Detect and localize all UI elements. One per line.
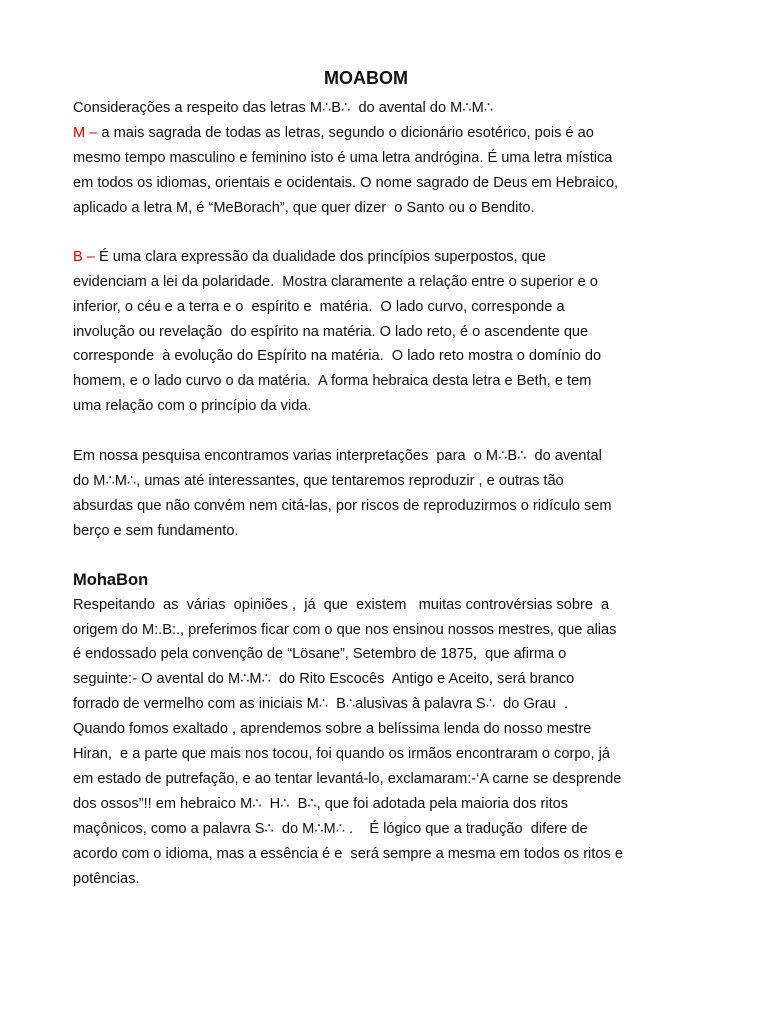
paragraph-4-line-2: origem do M:.B:., preferimos ficar com o que nos ensinou nossos mestres, que alias xyxy=(73,622,617,638)
paragraph-4-line-3: é endossado pela convenção de “Lösane”, Setembro de 1875, que afirma o xyxy=(73,646,567,662)
paragraph-4-line-7: Hiran, e a parte que mais nos tocou, foi quando os irmãos encontraram o corpo, já xyxy=(73,746,611,762)
section-m-line-1 xyxy=(73,123,703,143)
paragraph-3-line-4: berço e sem fundamento. xyxy=(73,523,239,539)
section-m-line-4: aplicado a letra M, é “MeBorach”, que quer dizer o Santo ou o Bendito. xyxy=(73,200,535,216)
section-m-dash: – xyxy=(85,125,102,141)
paragraph-4-line-1: Respeitando as várias opiniões , já que existem muitas controvérsias sobre a xyxy=(73,597,610,613)
page-title: MOABOM xyxy=(324,68,408,88)
paragraph-4-line-9: dos ossos”!! em hebraico M∴ H∴ B∴, que foi adotada pela maioria dos ritos xyxy=(73,796,569,812)
section-b-line-5: corresponde à evolução do Espírito na matéria. O lado reto mostra o domínio do xyxy=(73,348,602,364)
section-m-letter: M xyxy=(73,125,86,141)
section-b-line-1 xyxy=(73,247,703,267)
paragraph-3-line-1: Em nossa pesquisa encontramos varias interpretações para o M∴B∴ do avental xyxy=(73,448,602,464)
section-b-dash: – xyxy=(82,249,99,265)
section-b-line-4: involução ou revelação do espírito na matéria. O lado reto, é o ascendente que xyxy=(73,324,589,340)
paragraph-4-line-10: maçônicos, como a palavra S∴ do M∴M∴ . É lógico que a tradução difere de xyxy=(73,821,588,837)
paragraph-4-line-6: Quando fomos exaltado , aprendemos sobre a belíssima lenda do nosso mestre xyxy=(73,721,592,737)
section-b-text: É uma clara expressão da dualidade dos princípios superpostos, que xyxy=(98,249,546,265)
section-m-line-2: mesmo tempo masculino e feminino isto é uma letra andrógina. É uma letra mística xyxy=(73,150,613,166)
paragraph-4-line-11: acordo com o idioma, mas a essência é e será sempre a mesma em todos os ritos e xyxy=(73,846,623,862)
section-b-line-6: homem, e o lado curvo o da matéria. A forma hebraica desta letra e Beth, e tem xyxy=(73,373,592,389)
section-b-letter: B xyxy=(73,249,83,265)
paragraph-4-line-12: potências. xyxy=(73,871,140,887)
paragraph-4-line-4: seguinte:- O avental do M∴M∴ do Rito Escocês Antigo e Aceito, será branco xyxy=(73,671,575,687)
section-m-line-3: em todos os idiomas, orientais e ocidentais. O nome sagrado de Deus em Hebraico, xyxy=(73,175,619,191)
paragraph-4-line-5: forrado de vermelho com as iniciais M∴ B∴alusivas à palavra S∴ do Grau . xyxy=(73,696,569,712)
paragraph-3-line-2: do M∴M∴, umas até interessantes, que tentaremos reproduzir , e outras tão xyxy=(73,473,564,489)
section-b-line-3: inferior, o céu e a terra e o espírito e matéria. O lado curvo, corresponde a xyxy=(73,299,565,315)
section-subheading: MohaBon xyxy=(73,571,149,589)
section-b-line-2: evidenciam a lei da polaridade. Mostra claramente a relação entre o superior e o xyxy=(73,274,598,290)
intro-line: Considerações a respeito das letras M∴B∴ do avental do M∴M∴ xyxy=(73,100,494,116)
paragraph-4-line-8: em estado de putrefação, e ao tentar levantá-lo, exclamaram:-‘A carne se desprende xyxy=(73,771,622,787)
section-b-line-7: uma relação com o princípio da vida. xyxy=(73,398,312,414)
paragraph-3-line-3: absurdas que não convém nem citá-las, por riscos de reproduzirmos o ridículo sem xyxy=(73,498,612,514)
section-m-text: a mais sagrada de todas as letras, segundo o dicionário esotérico, pois é ao xyxy=(101,125,594,141)
